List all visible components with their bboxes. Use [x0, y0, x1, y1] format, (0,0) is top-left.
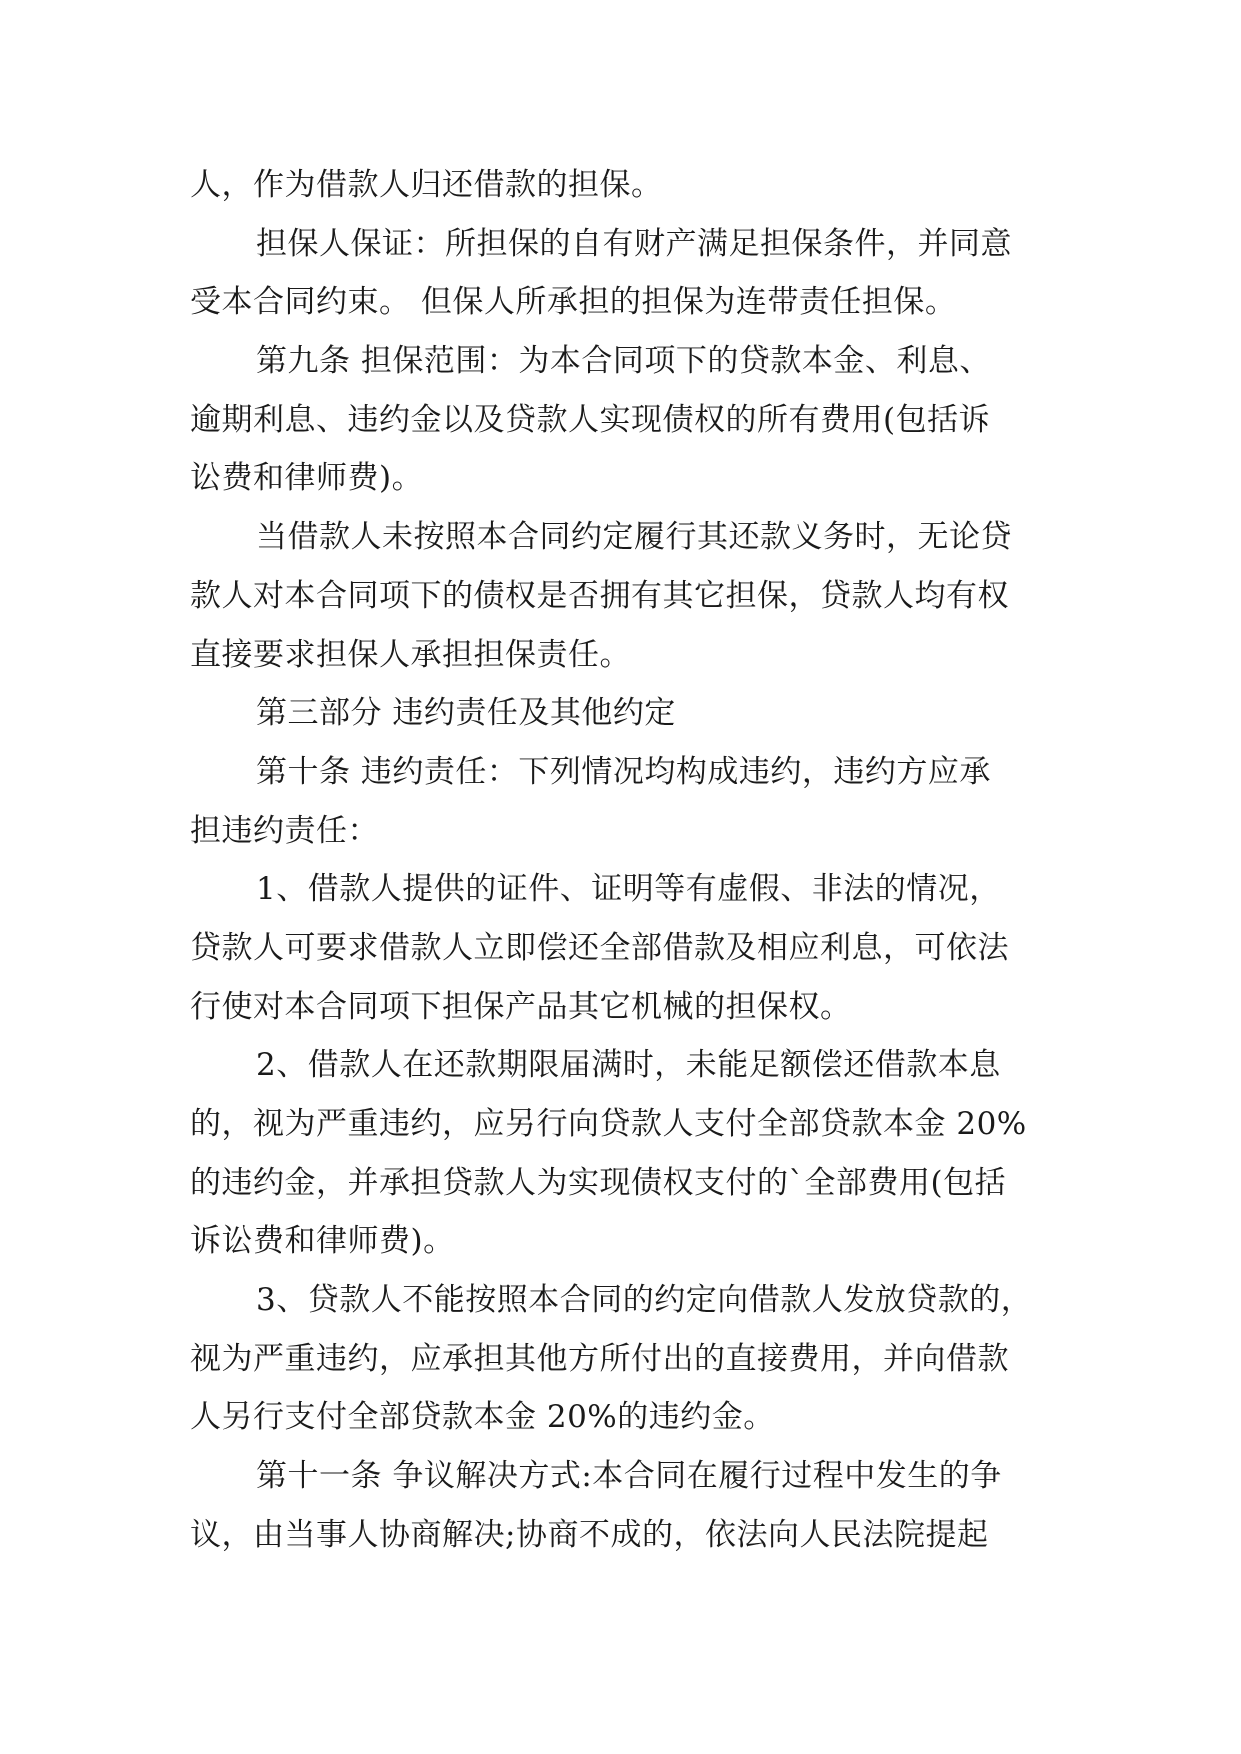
text-line: 逾期利息、违约金以及贷款人实现债权的所有费用(包括诉 [190, 401, 991, 438]
text-line: 的，视为严重违约，应另行向贷款人支付全部贷款本金 20% [190, 1106, 1027, 1142]
text-line: 直接要求担保人承担担保责任。 [190, 636, 631, 673]
contract-text-body [190, 156, 1060, 1565]
text-line: 款人对本合同项下的债权是否拥有其它担保，贷款人均有权 [190, 577, 1009, 614]
text-line: 人，作为借款人归还借款的担保。 [190, 167, 663, 203]
text-line: 议，由当事人协商解决;协商不成的，依法向人民法院提起 [190, 1516, 989, 1553]
text-line: 讼费和律师费)。 [190, 460, 424, 497]
text-line: 当借款人未按照本合同约定履行其还款义务时，无论贷 [256, 519, 1012, 556]
text-line: 2、借款人在还款期限届满时，未能足额偿还借款本息 [256, 1047, 1001, 1084]
text-line: 第十一条 争议解决方式:本合同在履行过程中发生的争 [256, 1458, 1002, 1495]
text-line: 担保人保证：所担保的自有财产满足担保条件，并同意 [256, 225, 1012, 262]
text-line: 人另行支付全部贷款本金 20%的违约金。 [190, 1399, 775, 1436]
text-line: 担违约责任： [190, 812, 379, 849]
text-line: 第三部分 违约责任及其他约定 [256, 695, 676, 732]
text-line: 受本合同约束。 但保人所承担的担保为连带责任担保。 [190, 284, 957, 321]
text-line: 行使对本合同项下担保产品其它机械的担保权。 [190, 988, 852, 1025]
text-line: 的违约金，并承担贷款人为实现债权支付的`全部费用(包括 [190, 1164, 1007, 1201]
text-line: 贷款人可要求借款人立即偿还全部借款及相应利息，可依法 [190, 929, 1009, 966]
text-line: 1、借款人提供的证件、证明等有虚假、非法的情况， [256, 871, 1001, 908]
text-line: 第十条 违约责任：下列情况均构成违约，违约方应承 [256, 753, 991, 790]
text-line: 视为严重违约，应承担其他方所付出的直接费用，并向借款 [190, 1340, 1009, 1377]
text-line: 3、贷款人不能按照本合同的约定向借款人发放贷款的， [256, 1282, 1033, 1319]
text-line: 诉讼费和律师费)。 [190, 1223, 455, 1260]
text-line: 第九条 担保范围：为本合同项下的贷款本金、利息、 [256, 343, 991, 380]
